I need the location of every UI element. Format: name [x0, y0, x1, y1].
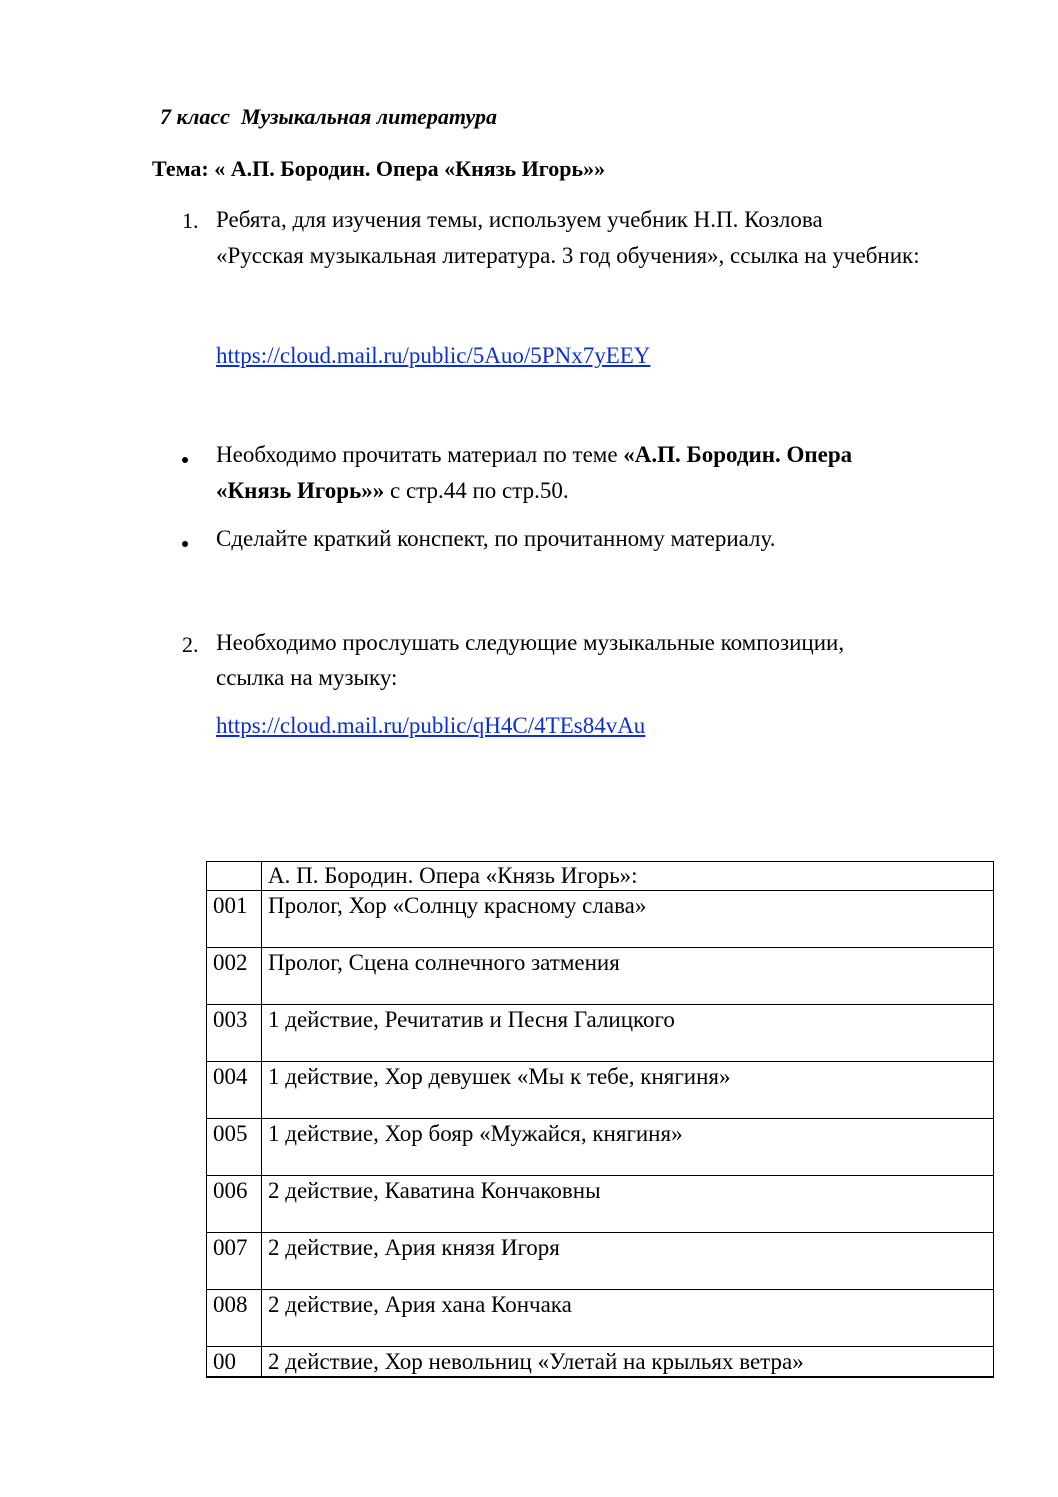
track-number: 004: [207, 1062, 262, 1119]
bullet1-bold-title: «А.П. Бородин. Опера: [623, 442, 853, 467]
item1-line2: «Русская музыкальная литература. 3 год обучения», ссылка на учебник:: [216, 243, 920, 268]
track-number: 001: [207, 891, 262, 948]
table-row: [207, 1119, 994, 1176]
table-row: [207, 1005, 994, 1062]
track-title: 2 действие, Хор невольниц «Улетай на крыльях ветра»: [262, 1347, 994, 1378]
item2-line2: ссылка на музыку:: [216, 665, 398, 690]
item2-line1: Необходимо прослушать следующие музыкальные композиции,: [216, 630, 845, 655]
track-number: 008: [207, 1290, 262, 1347]
table-header-row: [207, 862, 994, 891]
table-row: [207, 1290, 994, 1347]
track-title: 1 действие, Хор бояр «Мужайся, княгиня»: [262, 1119, 994, 1176]
track-number: 006: [207, 1176, 262, 1233]
table-row: [207, 891, 994, 948]
music-link[interactable]: https://cloud.mail.ru/public/qH4C/4TEs84vAu: [216, 713, 646, 738]
table-row: [207, 1347, 994, 1378]
subject-label: Музыкальная литература: [240, 104, 497, 129]
table-header-title: А. П. Бородин. Опера «Князь Игорь»:: [262, 862, 994, 891]
item1-line1: Ребята, для изучения темы, используем учебник Н.П. Козлова: [216, 207, 823, 232]
document-header: [160, 104, 497, 130]
track-title: 1 действие, Хор девушек «Мы к тебе, княгиня»: [262, 1062, 994, 1119]
bullet1-text: Необходимо прочитать материал по теме: [216, 442, 624, 467]
textbook-link[interactable]: https://cloud.mail.ru/public/5Auo/5PNx7yEEY: [216, 343, 651, 368]
track-title: 2 действие, Ария князя Игоря: [262, 1233, 994, 1290]
list-number-2: 2.: [182, 632, 199, 657]
track-title: 2 действие, Ария хана Кончака: [262, 1290, 994, 1347]
bullet2-text: Сделайте краткий конспект, по прочитанному материалу.: [216, 526, 776, 551]
bullet1-line1: [216, 437, 852, 473]
grade-label: 7 класс: [160, 104, 230, 129]
track-title: 1 действие, Речитатив и Песня Галицкого: [262, 1005, 994, 1062]
table-row: [207, 948, 994, 1005]
topic-title: Тема: « А.П. Бородин. Опера «Князь Игорь»»: [152, 156, 606, 181]
track-number: 003: [207, 1005, 262, 1062]
table-header-num-cell: [207, 862, 262, 891]
track-number: 00: [207, 1347, 262, 1378]
track-title: Пролог, Хор «Солнцу красному слава»: [262, 891, 994, 948]
bullet1-bold-opera: «Князь Игорь»»: [216, 478, 385, 503]
table-row: [207, 1176, 994, 1233]
bullet1-line2: [216, 473, 569, 509]
list-number-1: 1.: [182, 208, 199, 233]
track-number: 007: [207, 1233, 262, 1290]
bullet-dot-1: [182, 457, 188, 463]
table-row: [207, 1233, 994, 1290]
track-number: 005: [207, 1119, 262, 1176]
tracks-table: [206, 861, 994, 1378]
bullet-dot-2: [182, 541, 188, 547]
table-row: [207, 1062, 994, 1119]
track-title: 2 действие, Каватина Кончаковны: [262, 1176, 994, 1233]
bullet1-pages: с стр.44 по стр.50.: [384, 478, 569, 503]
track-title: Пролог, Сцена солнечного затмения: [262, 948, 994, 1005]
track-number: 002: [207, 948, 262, 1005]
